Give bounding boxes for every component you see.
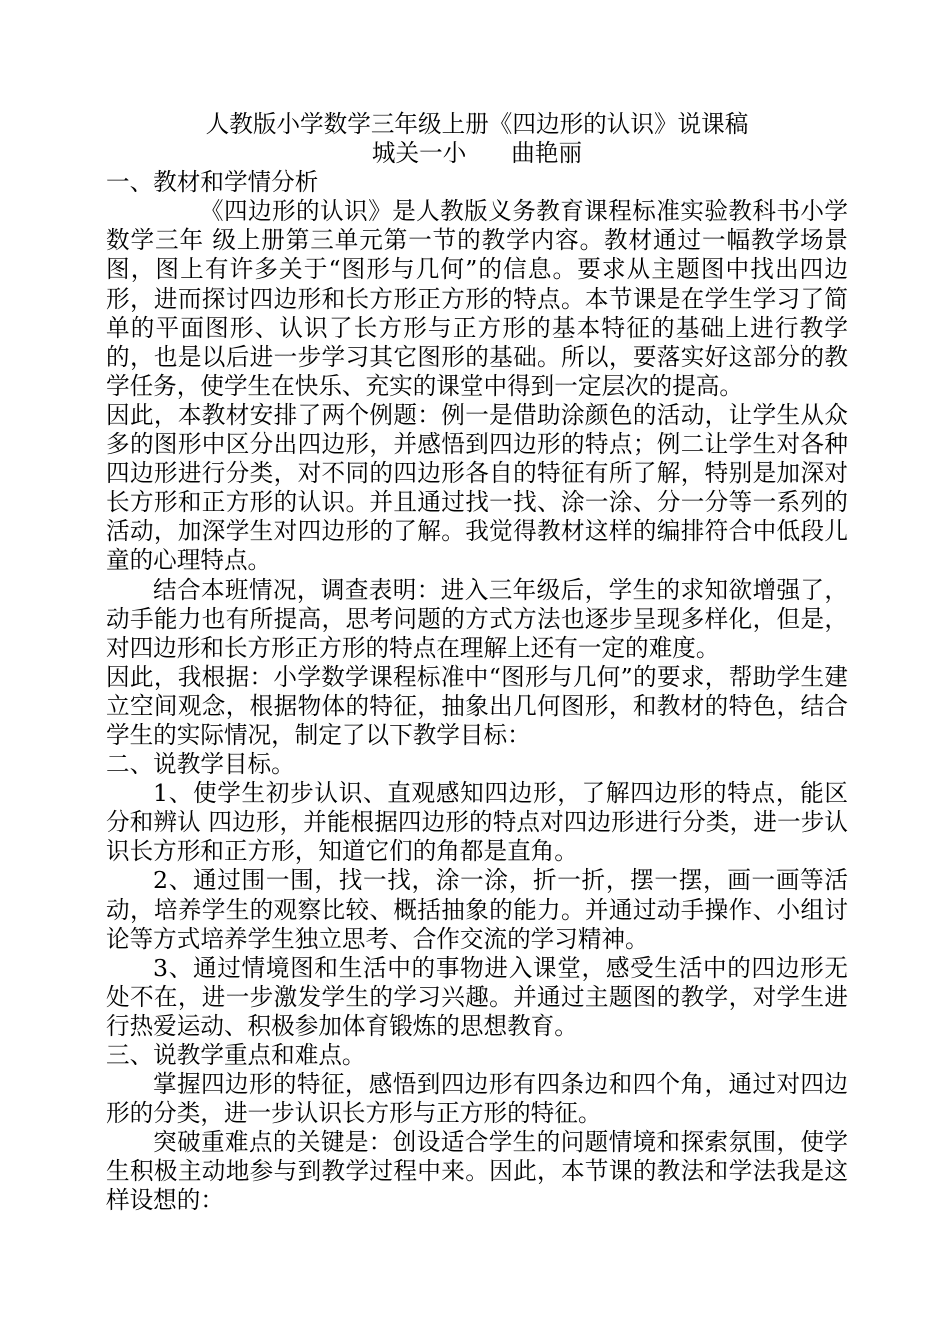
document-title: 人教版小学数学三年级上册《四边形的认识》说课稿 <box>205 110 749 138</box>
section-heading-materials: 一、教材和学情分析 <box>106 168 319 197</box>
section-heading-key-points: 三、说教学重点和难点。 <box>106 1041 366 1069</box>
paragraph: 因此，我根据：小学数学课程标准中“图形与几何”的要求，帮助学生建立空间观念，根据物体的特征，抽象出几何图形，和教材的特色，结合学生的实际情况，制定了以下教学目标： <box>106 662 848 749</box>
paragraph: 3、通过情境图和生活中的事物进入课堂，感受生活中的四边形无处不在，进一步激发学生的学习兴趣。并通过主题图的教学，对学生进行热爱运动、积极参加体育锻炼的思想教育。 <box>106 953 848 1040</box>
paragraph: 2、通过围一围，找一找，涂一涂，折一折，摆一摆，画一画等活动，培养学生的观察比较、概括抽象的能力。并通过动手操作、小组讨论等方式培养学生独立思考、合作交流的学习精神。 <box>106 866 848 953</box>
author-line: 城关一小 曲艳丽 <box>371 139 583 168</box>
paragraph: 掌握四边形的特征，感悟到四边形有四条边和四个角，通过对四边形的分类，进一步认识长方形与正方形的特征。 <box>106 1070 848 1128</box>
paragraph: 结合本班情况，调查表明：进入三年级后，学生的求知欲增强了，动手能力也有所提高，思考问题的方式方法也逐步呈现多样化，但是，对四边形和长方形正方形的特点在理解上还有一定的难度。 <box>106 575 848 662</box>
paragraph: 因此，本教材安排了两个例题：例一是借助涂颜色的活动，让学生从众多的图形中区分出四边形，并感悟到四边形的特点；例二让学生对各种四边形进行分类，对不同的四边形各自的特征有所了解，特别是加深对长方形和正方形的认识。并且通过找一找、涂一涂、分一分等一系列的活动，加深学生对四边形的了解。我觉得教材这样的编排符合中低段儿童的心理特点。 <box>106 400 848 575</box>
document-body <box>106 110 848 1216</box>
paragraph: 突破重难点的关键是：创设适合学生的问题情境和探索氛围，使学生积极主动地参与到教学过程中来。因此，本节课的教法和学法我是这样设想的： <box>106 1128 848 1215</box>
paragraph: 1、使学生初步认识、直观感知四边形，了解四边形的特点，能区分和辨认 四边形，并能根据四边形的特点对四边形进行分类，进一步认识长方形和正方形，知道它们的角都是直角。 <box>106 779 848 866</box>
paragraph: 《四边形的认识》是人教版义务教育课程标准实验教科书小学数学三年 级上册第三单元第一节的教学内容。教材通过一幅教学场景图，图上有许多关于“图形与几何”的信息。要求从主题图中找出四边形，进而探讨四边形和长方形正方形的特点。本节课是在学生学习了简单的平面图形、认识了长方形与正方形的基本特征的基础上进行教学的，也是以后进一步学习其它图形的基础。所以，要落实好这部分的教学任务，使学生在快乐、充实的课堂中得到一定层次的提高。 <box>106 197 848 400</box>
section-heading-objectives: 二、说教学目标。 <box>106 750 295 779</box>
